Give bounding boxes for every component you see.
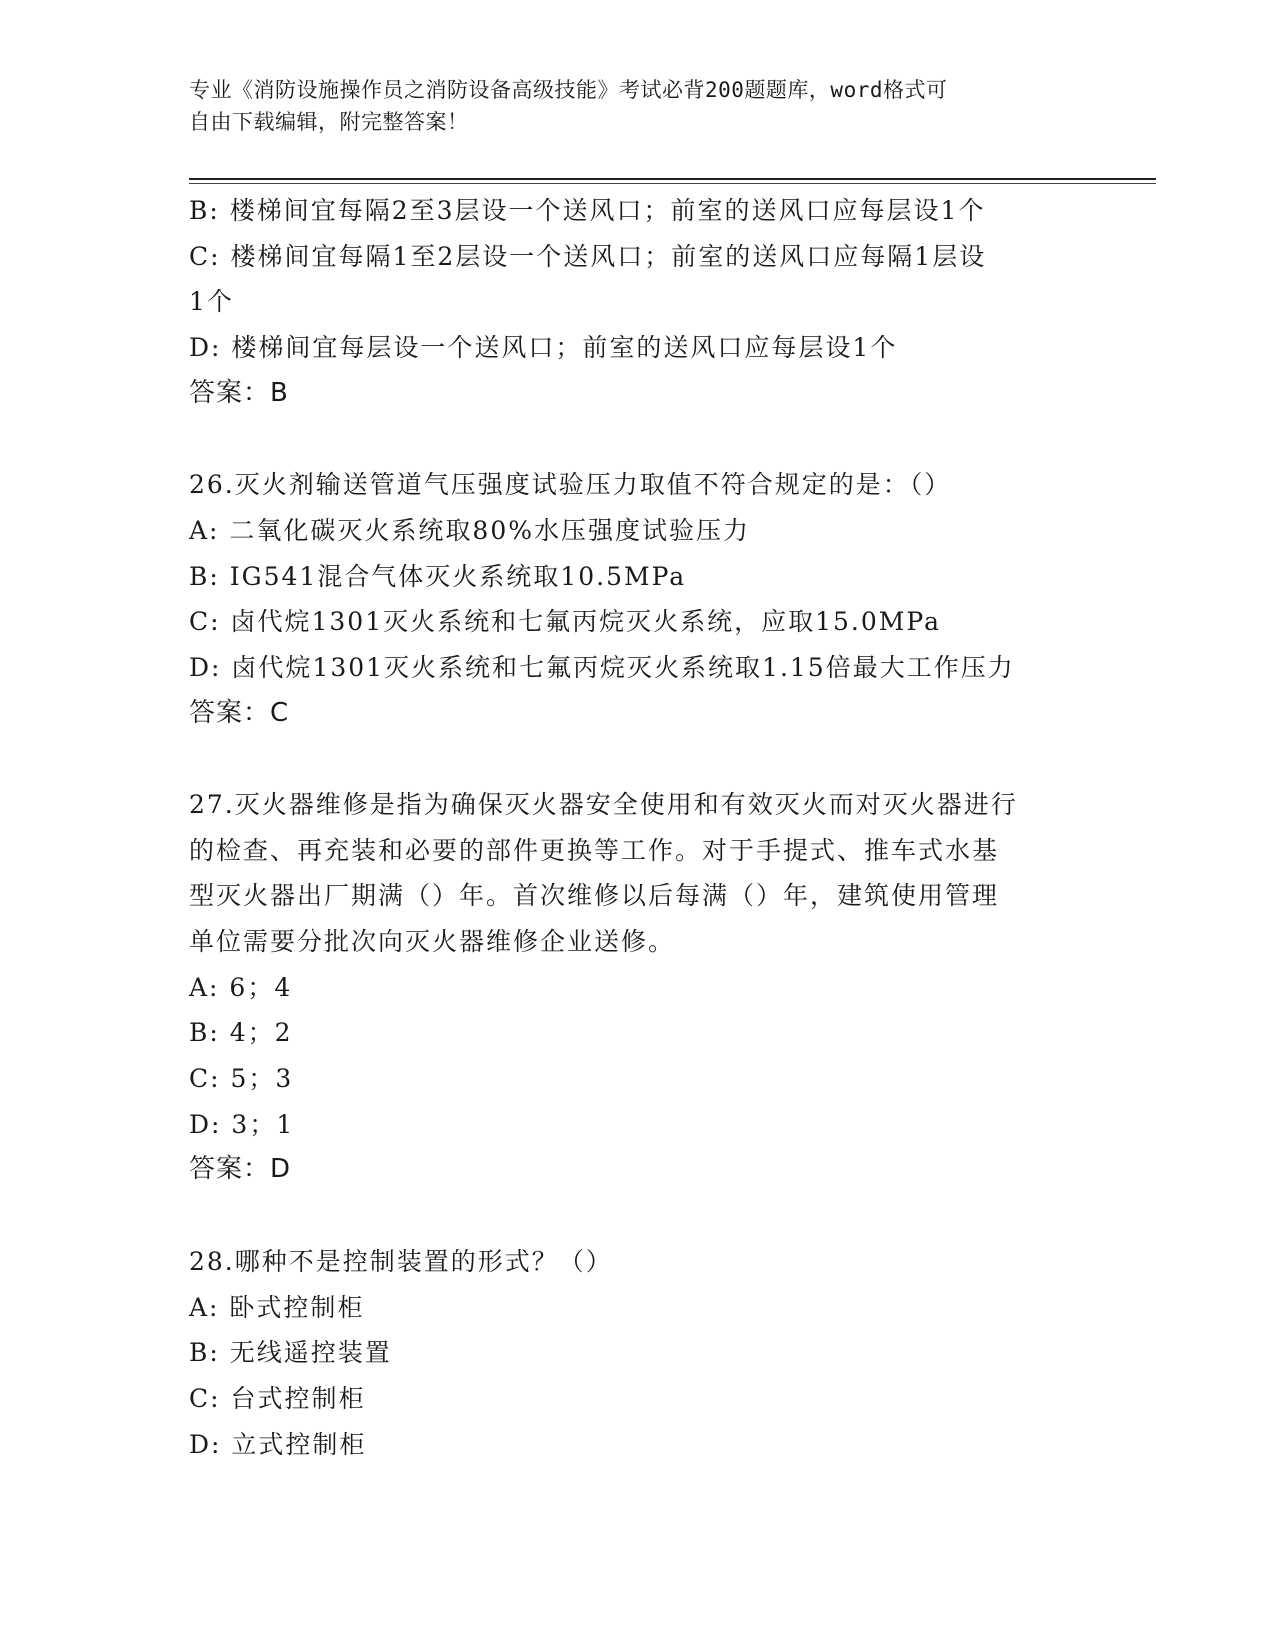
- question-28: [189, 1239, 1089, 1467]
- question-stem: 单位需要分批次向灭火器维修企业送修。: [189, 927, 676, 956]
- spacer: [189, 736, 1089, 782]
- header-line-1: 专业《消防设施操作员之消防设备高级技能》考试必背200题题库，word格式可: [189, 78, 948, 102]
- header-divider-thin: [189, 183, 1156, 184]
- option-line: C: 楼梯间宜每隔1至2层设一个送风口；前室的送风口应每隔1层设: [189, 241, 987, 271]
- option-line: A: 6；4: [189, 972, 293, 1002]
- document-body: [189, 188, 1089, 1467]
- option-line: 1个: [189, 287, 234, 317]
- answer-line: 答案：C: [189, 697, 290, 728]
- question-stem: 27.灭火器维修是指为确保灭火器安全使用和有效灭火而对灭火器进行: [189, 789, 1018, 819]
- document-header: [189, 74, 1069, 138]
- question-27: [189, 782, 1089, 1193]
- option-line: C: 台式控制柜: [189, 1383, 366, 1413]
- option-line: B: IG541混合气体灭火系统取10.5MPa: [189, 561, 687, 591]
- question-stem: 型灭火器出厂期满（）年。首次维修以后每满（）年，建筑使用管理: [189, 881, 1000, 911]
- header-line-2: 自由下载编辑，附完整答案！: [189, 110, 469, 134]
- question-stem: 26.灭火剂输送管道气压强度试验压力取值不符合规定的是：（）: [189, 470, 952, 500]
- option-line: A: 二氧化碳灭火系统取80%水压强度试验压力: [189, 515, 750, 545]
- option-line: D: 卤代烷1301灭火系统和七氟丙烷灭火系统取1.15倍最大工作压力: [189, 652, 1015, 682]
- option-line: B: 楼梯间宜每隔2至3层设一个送风口；前室的送风口应每层设1个: [189, 196, 986, 225]
- option-line: C: 卤代烷1301灭火系统和七氟丙烷灭火系统，应取15.0MPa: [189, 607, 941, 637]
- option-line: A: 卧式控制柜: [189, 1292, 365, 1322]
- answer-line: 答案：B: [189, 377, 289, 408]
- question-26: [189, 462, 1089, 736]
- header-divider-thick: [189, 178, 1156, 180]
- option-line: D: 立式控制柜: [189, 1429, 367, 1459]
- option-line: B: 无线遥控装置: [189, 1338, 392, 1368]
- spacer: [189, 416, 1089, 462]
- question-continued: [189, 188, 1089, 416]
- question-stem: 28.哪种不是控制装置的形式？（）: [189, 1246, 613, 1276]
- option-line: D: 3；1: [189, 1109, 295, 1139]
- answer-line: 答案：D: [189, 1154, 292, 1185]
- option-line: C: 5；3: [189, 1064, 294, 1094]
- option-line: D: 楼梯间宜每层设一个送风口；前室的送风口应每层设1个: [189, 333, 898, 363]
- question-stem: 的检查、再充装和必要的部件更换等工作。对于手提式、推车式水基: [189, 835, 1000, 865]
- spacer: [189, 1193, 1089, 1239]
- option-line: B: 4；2: [189, 1018, 293, 1048]
